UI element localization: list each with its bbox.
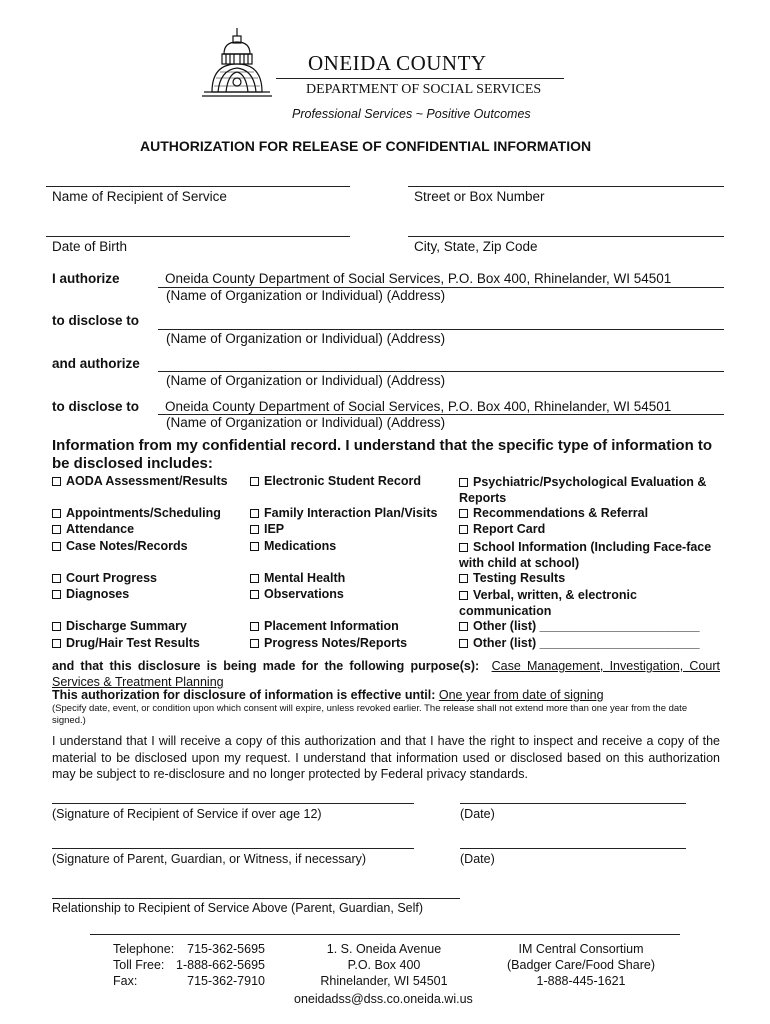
relationship-label: Relationship to Recipient of Service Above (Parent, Guardian, Self): [52, 901, 424, 915]
effective-note: (Specify date, event, or condition upon which consent will expire, unless revoked earlier. The release shall not extend more than one year from the date signed.): [52, 703, 688, 726]
checkbox-icon: [459, 509, 468, 518]
checkbox-label: Drug/Hair Test Results: [66, 636, 200, 650]
fax-label: Fax:: [113, 974, 138, 988]
i-authorize-value: Oneida County Department of Social Services, P.O. Box 400, Rhinelander, WI 54501: [165, 271, 672, 286]
checkbox-icon: [459, 622, 468, 631]
checkbox-label: Court Progress: [66, 571, 157, 585]
dob-label: Date of Birth: [52, 239, 128, 254]
checkbox-mental-health[interactable]: [250, 571, 345, 585]
checkbox-icon: [250, 542, 259, 551]
city-line[interactable]: [408, 236, 724, 237]
fax-value: 715-362-7910: [187, 974, 265, 988]
recipient-sig-label: (Signature of Recipient of Service if over age 12): [52, 807, 322, 821]
address-line-3: Rhinelander, WI 54501: [320, 974, 448, 988]
checkbox-observations[interactable]: [250, 587, 344, 601]
im-line-2: (Badger Care/Food Share): [507, 958, 655, 972]
org-name: ONEIDA COUNTY: [308, 51, 487, 75]
purpose-lead: and that this disclosure is being made for the following purpose(s):: [52, 659, 480, 673]
checkbox-label: Attendance: [66, 522, 135, 536]
checkbox-icon: [52, 542, 61, 551]
checkbox-label: Medications: [264, 539, 337, 553]
header-rule: [276, 78, 564, 79]
footer-address-block: [304, 941, 464, 989]
address-line-1: 1. S. Oneida Avenue: [326, 942, 442, 956]
checkbox-icon: [250, 574, 259, 583]
street-label: Street or Box Number: [414, 189, 545, 204]
checkbox-other-1[interactable]: [459, 619, 700, 633]
city-label: City, State, Zip Code: [414, 239, 538, 254]
im-line-3: 1-888-445-1621: [536, 974, 626, 988]
checkbox-report-card[interactable]: [459, 522, 545, 536]
disclose-to-2-caption: (Name of Organization or Individual) (Address): [166, 415, 446, 430]
parent-sig-label: (Signature of Parent, Guardian, or Witness, if necessary): [52, 852, 367, 866]
date1-line[interactable]: [460, 803, 686, 804]
checkbox-discharge[interactable]: [52, 619, 187, 633]
checkbox-school-info[interactable]: [459, 539, 729, 571]
checkbox-appointments[interactable]: [52, 506, 221, 520]
im-line-1: IM Central Consortium: [518, 942, 644, 956]
footer-phone-block: [113, 941, 265, 989]
disclose-to-1-line[interactable]: [158, 329, 724, 330]
checkbox-icon: [52, 622, 61, 631]
dob-line[interactable]: [46, 236, 350, 237]
checkbox-label: Psychiatric/Psychological Evaluation & Reports: [459, 475, 707, 505]
date2-line[interactable]: [460, 848, 686, 849]
checkbox-label: Recommendations & Referral: [473, 506, 649, 520]
checkbox-icon: [52, 639, 61, 648]
checkbox-label: Discharge Summary: [66, 619, 187, 633]
checkbox-label: Other (list) _______________________: [473, 636, 700, 650]
and-authorize-line[interactable]: [158, 371, 724, 372]
checkbox-label: Electronic Student Record: [264, 474, 421, 488]
recipient-name-label: Name of Recipient of Service: [52, 189, 227, 204]
checkbox-icon: [459, 525, 468, 534]
checkbox-aoda[interactable]: [52, 474, 228, 488]
checkbox-psych[interactable]: [459, 474, 729, 506]
checkbox-electronic-student[interactable]: [250, 474, 421, 488]
checkbox-case-notes[interactable]: [52, 539, 188, 553]
checkbox-other-2[interactable]: [459, 636, 700, 650]
and-authorize-caption: (Name of Organization or Individual) (Address): [166, 373, 446, 388]
checkbox-progress-notes[interactable]: [250, 636, 407, 650]
checkbox-placement[interactable]: [250, 619, 399, 633]
checkbox-icon: [52, 477, 61, 486]
checkbox-icon: [250, 590, 259, 599]
parent-sig-line[interactable]: [52, 848, 414, 849]
checkbox-label: Diagnoses: [66, 587, 130, 601]
checkbox-iep[interactable]: [250, 522, 284, 536]
checkbox-label: Case Notes/Records: [66, 539, 188, 553]
checkbox-court[interactable]: [52, 571, 157, 585]
checkbox-icon: [250, 622, 259, 631]
checkbox-label: IEP: [264, 522, 285, 536]
checkbox-label: Family Interaction Plan/Visits: [264, 506, 438, 520]
checkbox-verbal[interactable]: [459, 587, 679, 619]
checkbox-attendance[interactable]: [52, 522, 134, 536]
effective-value[interactable]: One year from date of signing: [438, 688, 604, 702]
checkbox-label: AODA Assessment/Results: [66, 474, 228, 488]
checkbox-icon: [52, 574, 61, 583]
checkbox-icon: [52, 525, 61, 534]
tagline: Professional Services ~ Positive Outcomes: [292, 107, 531, 121]
checkbox-icon: [250, 639, 259, 648]
statement: I understand that I will receive a copy of this authorization and that I have the right to inspect and receive a copy of the material to be disclosed upon my request. I understand that information used or disclosed based on this authorization may be subject to re-disclosure and no longer protected by Federal privacy standards.: [52, 734, 720, 781]
i-authorize-caption: (Name of Organization or Individual) (Address): [166, 288, 446, 303]
checkbox-recommendations[interactable]: [459, 506, 648, 520]
disclose-to-1-label: to disclose to: [52, 313, 140, 328]
tollfree-label: Toll Free:: [113, 958, 165, 972]
street-line[interactable]: [408, 186, 724, 187]
checkbox-label: Observations: [264, 587, 344, 601]
i-authorize-label: I authorize: [52, 271, 120, 286]
checkbox-icon: [250, 477, 259, 486]
checkbox-icon: [459, 543, 468, 552]
purpose-value[interactable]: Case Management, Investigation, Court Services & Treatment Planning: [52, 659, 721, 689]
checkbox-label: Appointments/Scheduling: [66, 506, 221, 520]
tel-label: Telephone:: [113, 942, 175, 956]
checkbox-label: Verbal, written, & electronic communication: [459, 588, 637, 618]
footer-rule: [90, 934, 680, 935]
checkbox-icon: [250, 509, 259, 518]
checkbox-label: Mental Health: [264, 571, 346, 585]
disclose-to-1-caption: (Name of Organization or Individual) (Address): [166, 331, 446, 346]
date2-label: (Date): [460, 852, 495, 866]
checkbox-testing[interactable]: [459, 571, 565, 585]
checkbox-icon: [459, 639, 468, 648]
form-title: AUTHORIZATION FOR RELEASE OF CONFIDENTIAL INFORMATION: [140, 138, 592, 154]
tel-value: 715-362-5695: [187, 942, 265, 956]
courthouse-dome-icon: [200, 26, 274, 98]
checkbox-label: Placement Information: [264, 619, 399, 633]
recipient-sig-line[interactable]: [52, 803, 414, 804]
footer-email[interactable]: oneidadss@dss.co.oneida.wi.us: [294, 992, 473, 1006]
checkbox-diagnoses[interactable]: [52, 587, 129, 601]
relationship-line[interactable]: [52, 898, 460, 899]
checkbox-icon: [459, 591, 468, 600]
tollfree-value: 1-888-662-5695: [176, 958, 265, 972]
checkbox-medications[interactable]: [250, 539, 336, 553]
checkbox-label: Report Card: [473, 522, 546, 536]
checkbox-drug[interactable]: [52, 636, 200, 650]
checkbox-icon: [52, 509, 61, 518]
checkbox-family-plan[interactable]: [250, 506, 437, 520]
checkbox-label: Progress Notes/Reports: [264, 636, 408, 650]
effective-text: This authorization for disclosure of information is effective until: One year from date of signing: [52, 688, 604, 702]
date1-label: (Date): [460, 807, 495, 821]
checkbox-label: Testing Results: [473, 571, 566, 585]
checkbox-icon: [459, 574, 468, 583]
purpose-text: [52, 658, 720, 690]
disclose-to-2-value: Oneida County Department of Social Services, P.O. Box 400, Rhinelander, WI 54501: [165, 399, 672, 414]
recipient-name-line[interactable]: [46, 186, 350, 187]
info-heading: Information from my confidential record. I understand that the specific type of information to be disclosed includes:: [52, 437, 713, 472]
dept-name: DEPARTMENT OF SOCIAL SERVICES: [306, 82, 542, 97]
footer-im-block: [496, 941, 666, 989]
county-logo: [200, 26, 274, 98]
address-line-2: P.O. Box 400: [347, 958, 421, 972]
checkbox-icon: [459, 478, 468, 487]
effective-lead: This authorization for disclosure of information is effective until: [52, 688, 432, 702]
checkbox-icon: [250, 525, 259, 534]
checkbox-label: Other (list) _______________________: [473, 619, 700, 633]
checkbox-label: School Information (Including Face-face with child at school): [459, 540, 712, 570]
and-authorize-label: and authorize: [52, 356, 140, 371]
disclose-to-2-label: to disclose to: [52, 399, 140, 414]
checkbox-icon: [52, 590, 61, 599]
